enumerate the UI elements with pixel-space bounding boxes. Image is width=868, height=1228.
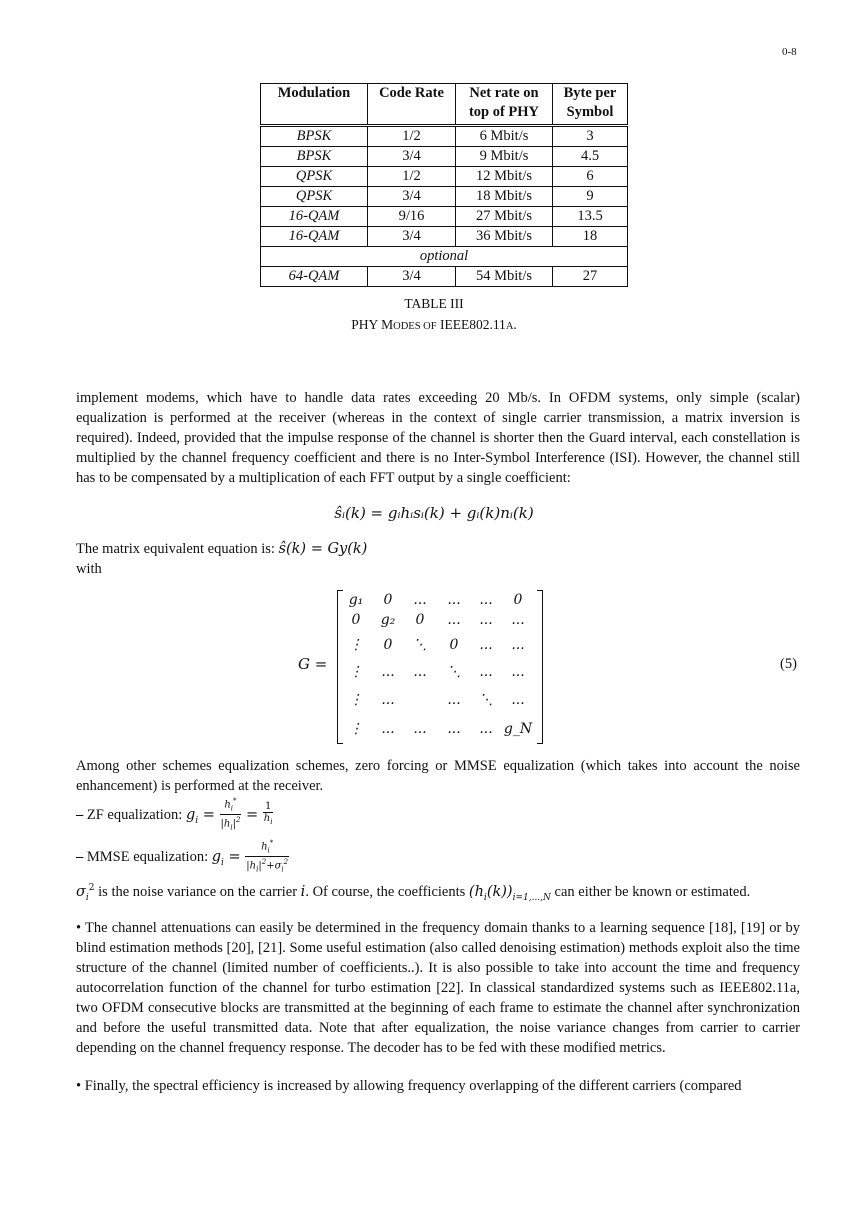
matrix-cell: ... bbox=[447, 592, 461, 608]
table-number: TABLE III bbox=[404, 296, 464, 311]
dash-bullet-icon: – bbox=[76, 806, 84, 823]
table-cell: 27 bbox=[553, 267, 628, 287]
paragraph-noise-variance bbox=[76, 878, 800, 908]
caption-part: ODES OF bbox=[393, 321, 437, 332]
paragraph-schemes: Among other schemes equalization schemes, zero forcing or MMSE equalization (which takes into account the noise enhancement) is performed at the receiver. bbox=[76, 758, 800, 794]
matrix-cell: ... bbox=[381, 692, 395, 708]
matrix-cell: ... bbox=[479, 721, 493, 737]
table-cell: 13.5 bbox=[553, 207, 628, 227]
zf-item bbox=[76, 796, 273, 834]
table-cell: BPSK bbox=[261, 147, 368, 167]
table-cell: QPSK bbox=[261, 187, 368, 207]
matrix-cell: ⋮ bbox=[349, 637, 363, 653]
bullet-spectral-efficiency bbox=[76, 1076, 800, 1096]
table-cell: 4.5 bbox=[553, 147, 628, 167]
matrix-equation: ŝ(k) = Gy(k) bbox=[278, 541, 368, 557]
matrix-cell: 0 bbox=[351, 612, 361, 628]
matrix-cell: ⋱ bbox=[479, 692, 493, 708]
matrix-cell: ... bbox=[511, 692, 525, 708]
table-cell: BPSK bbox=[261, 126, 368, 147]
matrix-cell: 0 bbox=[449, 637, 459, 653]
caption-part: IEEE802.11 bbox=[436, 317, 506, 332]
matrix-cell: 0 bbox=[415, 612, 425, 628]
zf-label: ZF equalization: bbox=[86, 806, 186, 823]
table-row bbox=[261, 147, 628, 167]
table-cell: 6 bbox=[553, 167, 628, 187]
matrix-cell: ... bbox=[381, 664, 395, 680]
matrix-cell: ... bbox=[511, 612, 525, 628]
dash-bullet-icon: – bbox=[76, 848, 84, 865]
matrix-cell: ... bbox=[381, 721, 395, 737]
table-row bbox=[261, 267, 628, 287]
matrix-cell: ⋮ bbox=[349, 664, 363, 680]
matrix-cell: ... bbox=[413, 664, 427, 680]
caption-part: PHY M bbox=[351, 317, 394, 332]
table-cell: 3/4 bbox=[368, 227, 456, 247]
table-cell: 9 Mbit/s bbox=[456, 147, 553, 167]
table-row bbox=[261, 167, 628, 187]
table-header-cell: Byte per Symbol bbox=[553, 84, 628, 126]
matrix-cell: 0 bbox=[383, 637, 393, 653]
matrix-right-bracket bbox=[537, 590, 543, 744]
table-body bbox=[261, 126, 628, 287]
phy-modes-table bbox=[260, 83, 628, 287]
bullet-icon: • bbox=[76, 1078, 85, 1094]
table-cell: 18 Mbit/s bbox=[456, 187, 553, 207]
matrix-cell: ... bbox=[479, 592, 493, 608]
matrix-cell: g₂ bbox=[380, 612, 396, 628]
table-cell: 3/4 bbox=[368, 267, 456, 287]
table-row bbox=[261, 126, 628, 147]
table-cell: 18 bbox=[553, 227, 628, 247]
matrix-cell: g_N bbox=[503, 721, 533, 737]
caption-part: A bbox=[505, 321, 514, 332]
noise-text-b: . Of course, the coefficients bbox=[305, 883, 469, 900]
zf-formula: $g_i$ = $\frac{h_i^*}{|h_i|^2}$ = $\frac{1}{h_i}$ bbox=[185, 797, 273, 832]
mmse-formula: $g_i$ = $\frac{h_i^*}{|h_i|^2+\sigma_i^2}$ bbox=[211, 839, 289, 874]
matrix-cell: ... bbox=[479, 637, 493, 653]
table-header-cell: Net rate on top of PHY bbox=[456, 84, 553, 126]
table-caption bbox=[0, 317, 868, 333]
bullet-icon: • bbox=[76, 920, 85, 936]
table-cell: 27 Mbit/s bbox=[456, 207, 553, 227]
page-number: 0-8 bbox=[782, 46, 797, 58]
matrix-label: G = bbox=[298, 655, 328, 673]
matrix-cell: ... bbox=[511, 637, 525, 653]
matrix-cell: ... bbox=[447, 612, 461, 628]
matrix-cell: ... bbox=[479, 612, 493, 628]
table-cell: 9/16 bbox=[368, 207, 456, 227]
table-cell: 1/2 bbox=[368, 167, 456, 187]
mmse-item bbox=[76, 838, 289, 876]
noise-text-c: can either be known or estimated. bbox=[550, 883, 751, 900]
equation-number: (5) bbox=[780, 656, 797, 672]
matrix-cell: g₁ bbox=[348, 592, 364, 608]
table-cell: 9 bbox=[553, 187, 628, 207]
matrix-cell: ⋮ bbox=[349, 721, 363, 737]
matrix-cell: ... bbox=[413, 721, 427, 737]
table-cell: 36 Mbit/s bbox=[456, 227, 553, 247]
table-cell: 54 Mbit/s bbox=[456, 267, 553, 287]
table-cell: 64-QAM bbox=[261, 267, 368, 287]
paragraph-equalization: implement modems, which have to handle data rates exceeding 20 Mb/s. In OFDM systems, only simple (scalar) equalization is performed at the receiver (whereas in the context of single carrier transmission, a matrix inversion is required). Indeed, provided that the impulse response of the channel is shorter then the Guard interval, each constellation is multiplied by the channel frequency coefficient and there is no Inter-Symbol Interference (ISI). However, the channel still has to be compensated by a multiplication of each FFT output by a single coefficient: bbox=[76, 390, 800, 486]
table-header-row bbox=[261, 84, 628, 126]
caption-part: . bbox=[513, 317, 517, 332]
matrix-intro-line bbox=[76, 539, 367, 559]
table-optional-row bbox=[261, 247, 628, 267]
table-row bbox=[261, 227, 628, 247]
table-row bbox=[261, 207, 628, 227]
matrix-cell: ⋮ bbox=[349, 692, 363, 708]
table-cell: 3/4 bbox=[368, 187, 456, 207]
table-cell: 3/4 bbox=[368, 147, 456, 167]
table-cell: QPSK bbox=[261, 167, 368, 187]
bullet-channel-estimation bbox=[76, 918, 800, 1058]
bullet-text: The channel attenuations can easily be determined in the frequency domain thanks to a learning sequence [18], [19] or by blind estimation methods [20], [21]. Some useful estimation (also called denoising estimation) methods exploit also the time structure of the channel (limited number of coefficients..). It is also possible to take into account the time and frequency autocorrelation function of the channel for turbo estimation [22]. In classical standardized systems such as IEEE802.11a, two OFDM consecutive blocks are transmitted at the beginning of each frame to estimate the channel after synchronization and before the useful transmitted data. Note that after equalization, the noise variance changes from carrier to carrier depending on the channel frequency response. The decoder has to be fed with these modified metrics. bbox=[76, 920, 800, 1056]
matrix-cell: ... bbox=[447, 721, 461, 737]
table-header-cell: Modulation bbox=[261, 84, 368, 126]
table-cell: 16-QAM bbox=[261, 207, 368, 227]
mmse-label: MMSE equalization: bbox=[86, 848, 212, 865]
coefficients-symbol: $(h_i(k))_{i=1,...,N}$ bbox=[468, 883, 551, 903]
with-text: with bbox=[76, 561, 102, 577]
sigma-symbol: $\sigma_i^2$ bbox=[76, 883, 95, 903]
optional-label: optional bbox=[261, 247, 628, 267]
matrix-cell: ... bbox=[511, 664, 525, 680]
table-cell: 12 Mbit/s bbox=[456, 167, 553, 187]
matrix-cell: ... bbox=[413, 592, 427, 608]
matrix-cell: ⋱ bbox=[447, 664, 461, 680]
carrier-symbol: i bbox=[300, 883, 306, 900]
table-cell: 1/2 bbox=[368, 126, 456, 147]
matrix-cell: 0 bbox=[383, 592, 393, 608]
matrix-cell: ... bbox=[447, 692, 461, 708]
table-header-cell: Code Rate bbox=[368, 84, 456, 126]
matrix-cell: 0 bbox=[513, 592, 523, 608]
equation-scalar-equalization: ŝᵢ(k) = gᵢhᵢsᵢ(k) + gᵢ(k)nᵢ(k) bbox=[334, 504, 534, 522]
table-cell: 16-QAM bbox=[261, 227, 368, 247]
table-cell: 3 bbox=[553, 126, 628, 147]
table-row bbox=[261, 187, 628, 207]
bullet-text: Finally, the spectral efficiency is increased by allowing frequency overlapping of the different carriers (compared bbox=[84, 1078, 742, 1094]
noise-text-a: is the noise variance on the carrier bbox=[94, 883, 301, 900]
matrix-cell: ⋱ bbox=[413, 637, 427, 653]
matrix-cell: ... bbox=[479, 664, 493, 680]
matrix-intro-text: The matrix equivalent equation is: bbox=[76, 541, 279, 557]
table-cell: 6 Mbit/s bbox=[456, 126, 553, 147]
